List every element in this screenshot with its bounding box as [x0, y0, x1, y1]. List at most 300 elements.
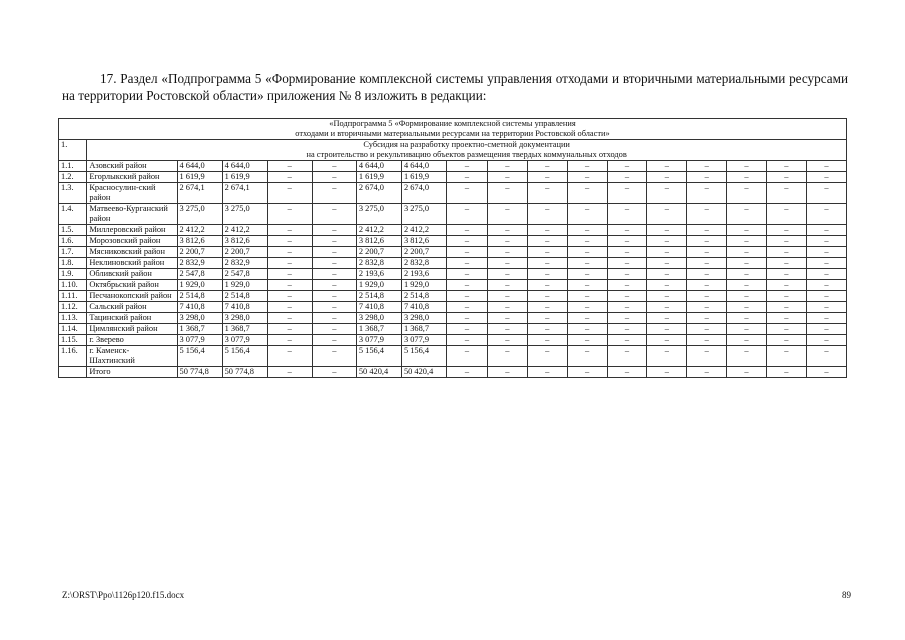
row-value: 1 929,0 — [177, 280, 222, 291]
row-value: 3 298,0 — [177, 313, 222, 324]
row-value: 3 812,6 — [222, 236, 267, 247]
row-value: 2 674,0 — [356, 183, 401, 204]
row-dash: – — [727, 258, 767, 269]
row-dash: – — [766, 183, 806, 204]
row-dash: – — [647, 291, 687, 302]
row-dash: – — [267, 313, 312, 324]
row-dash: – — [647, 313, 687, 324]
row-dash: – — [687, 302, 727, 313]
row-dash: – — [447, 161, 488, 172]
row-dash: – — [567, 335, 607, 346]
row-dash: – — [766, 161, 806, 172]
row-dash: – — [487, 324, 527, 335]
row-dash: – — [806, 258, 846, 269]
row-number: 1.8. — [59, 258, 87, 269]
row-dash: – — [267, 204, 312, 225]
row-dash: – — [312, 335, 356, 346]
row-dash: – — [567, 313, 607, 324]
row-value: 1 929,0 — [401, 280, 446, 291]
row-dash: – — [567, 302, 607, 313]
row-dash: – — [487, 247, 527, 258]
row-dash: – — [687, 280, 727, 291]
row-dash: – — [567, 269, 607, 280]
table-row — [59, 247, 847, 258]
row-value: 3 812,6 — [177, 236, 222, 247]
table-row — [59, 335, 847, 346]
row-dash: – — [312, 367, 356, 378]
row-dash: – — [447, 204, 488, 225]
table-row — [59, 236, 847, 247]
row-dash: – — [607, 324, 647, 335]
row-municipality-name: Октябрьский район — [87, 280, 177, 291]
row-dash: – — [312, 161, 356, 172]
row-dash: – — [607, 335, 647, 346]
row-dash: – — [687, 291, 727, 302]
row-dash: – — [527, 258, 567, 269]
row-dash: – — [647, 269, 687, 280]
row-dash: – — [312, 236, 356, 247]
row-dash: – — [607, 225, 647, 236]
row-municipality-name: Тацинский район — [87, 313, 177, 324]
row-municipality-name: г. Каменск-Шахтинский — [87, 346, 177, 367]
row-dash: – — [267, 236, 312, 247]
row-dash: – — [647, 183, 687, 204]
row-dash: – — [766, 302, 806, 313]
row-dash: – — [607, 269, 647, 280]
row-dash: – — [687, 269, 727, 280]
row-dash: – — [647, 367, 687, 378]
row-value: 1 368,7 — [401, 324, 446, 335]
row-dash: – — [647, 225, 687, 236]
row-dash: – — [806, 302, 846, 313]
row-dash: – — [727, 313, 767, 324]
row-dash: – — [647, 172, 687, 183]
row-dash: – — [567, 280, 607, 291]
row-value: 2 412,2 — [177, 225, 222, 236]
row-value: 1 619,9 — [356, 172, 401, 183]
row-dash: – — [607, 302, 647, 313]
section-title-line2: на строительство и рекультивацию объектов размещения твердых коммунальных отходов — [306, 150, 627, 159]
row-municipality-name: Морозовский район — [87, 236, 177, 247]
row-value: 2 674,1 — [222, 183, 267, 204]
table-row — [59, 204, 847, 225]
row-dash: – — [527, 183, 567, 204]
row-dash: – — [447, 313, 488, 324]
table-row — [59, 258, 847, 269]
row-value: 1 368,7 — [356, 324, 401, 335]
row-number: 1.15. — [59, 335, 87, 346]
row-dash: – — [766, 280, 806, 291]
subprogram-header-line1: «Подпрограмма 5 «Формирование комплексной системы управления — [329, 119, 576, 128]
row-dash: – — [447, 302, 488, 313]
row-dash: – — [647, 247, 687, 258]
row-value: 2 514,8 — [356, 291, 401, 302]
row-value: 3 298,0 — [222, 313, 267, 324]
row-dash: – — [727, 236, 767, 247]
row-dash: – — [727, 183, 767, 204]
row-dash: – — [487, 302, 527, 313]
row-dash: – — [766, 313, 806, 324]
row-dash: – — [687, 258, 727, 269]
row-dash: – — [727, 335, 767, 346]
row-dash: – — [527, 280, 567, 291]
row-dash: – — [267, 291, 312, 302]
row-dash: – — [727, 161, 767, 172]
row-value: 3 077,9 — [401, 335, 446, 346]
row-dash: – — [766, 269, 806, 280]
row-dash: – — [487, 291, 527, 302]
section-number: 1. — [59, 140, 87, 161]
row-dash: – — [447, 291, 488, 302]
row-dash: – — [312, 247, 356, 258]
row-dash: – — [267, 183, 312, 204]
row-dash: – — [487, 204, 527, 225]
row-dash: – — [312, 324, 356, 335]
row-dash: – — [647, 335, 687, 346]
row-dash: – — [527, 269, 567, 280]
row-dash: – — [647, 258, 687, 269]
row-value: 2 193,6 — [356, 269, 401, 280]
row-dash: – — [567, 225, 607, 236]
table-row — [59, 161, 847, 172]
row-value: 2 412,2 — [356, 225, 401, 236]
row-dash: – — [527, 236, 567, 247]
row-value: 3 812,6 — [401, 236, 446, 247]
row-number: 1.1. — [59, 161, 87, 172]
row-dash: – — [487, 313, 527, 324]
row-dash: – — [687, 335, 727, 346]
row-value: 2 547,8 — [222, 269, 267, 280]
row-dash: – — [766, 291, 806, 302]
row-value: 2 514,8 — [401, 291, 446, 302]
row-value: 1 368,7 — [222, 324, 267, 335]
row-number: 1.12. — [59, 302, 87, 313]
row-value: 7 410,8 — [177, 302, 222, 313]
row-dash: – — [607, 313, 647, 324]
row-dash: – — [806, 335, 846, 346]
row-number: 1.5. — [59, 225, 87, 236]
row-dash: – — [267, 258, 312, 269]
row-value: 3 275,0 — [177, 204, 222, 225]
row-value: 2 200,7 — [177, 247, 222, 258]
row-dash: – — [312, 280, 356, 291]
row-dash: – — [727, 291, 767, 302]
row-value: 2 193,6 — [401, 269, 446, 280]
table-row — [59, 225, 847, 236]
row-value: 2 674,0 — [401, 183, 446, 204]
row-value: 3 298,0 — [356, 313, 401, 324]
row-dash: – — [766, 346, 806, 367]
table-row — [59, 291, 847, 302]
row-dash: – — [267, 172, 312, 183]
table-row — [59, 313, 847, 324]
row-dash: – — [312, 204, 356, 225]
row-dash: – — [647, 236, 687, 247]
row-value: 3 077,9 — [177, 335, 222, 346]
row-dash: – — [567, 324, 607, 335]
row-value: 50 774,8 — [222, 367, 267, 378]
section-header-row — [59, 140, 847, 161]
row-dash: – — [766, 247, 806, 258]
row-dash: – — [687, 236, 727, 247]
row-dash: – — [487, 346, 527, 367]
row-dash: – — [727, 280, 767, 291]
row-dash: – — [727, 302, 767, 313]
row-municipality-name: Матвеево-Курганский район — [87, 204, 177, 225]
row-value: 4 644,0 — [356, 161, 401, 172]
row-number: 1.14. — [59, 324, 87, 335]
row-municipality-name: Цимлянский район — [87, 324, 177, 335]
row-number — [59, 367, 87, 378]
table-row — [59, 324, 847, 335]
row-dash: – — [447, 269, 488, 280]
row-value: 1 619,9 — [222, 172, 267, 183]
row-dash: – — [527, 291, 567, 302]
row-municipality-name: Мясниковский район — [87, 247, 177, 258]
table-row — [59, 269, 847, 280]
row-dash: – — [687, 183, 727, 204]
row-dash: – — [487, 335, 527, 346]
row-value: 5 156,4 — [356, 346, 401, 367]
row-dash: – — [647, 280, 687, 291]
row-dash: – — [267, 335, 312, 346]
row-municipality-name: Красносулин-ский район — [87, 183, 177, 204]
row-value: 2 832,9 — [222, 258, 267, 269]
row-dash: – — [806, 324, 846, 335]
row-dash: – — [766, 225, 806, 236]
row-dash: – — [766, 335, 806, 346]
row-dash: – — [447, 367, 488, 378]
row-dash: – — [727, 247, 767, 258]
row-dash: – — [447, 183, 488, 204]
row-value: 4 644,0 — [401, 161, 446, 172]
row-dash: – — [806, 291, 846, 302]
row-dash: – — [607, 236, 647, 247]
table-row — [59, 346, 847, 367]
row-dash: – — [766, 324, 806, 335]
row-dash: – — [487, 183, 527, 204]
section-title-cell — [87, 140, 847, 161]
row-dash: – — [447, 258, 488, 269]
table-row — [59, 280, 847, 291]
row-value: 5 156,4 — [401, 346, 446, 367]
row-dash: – — [267, 280, 312, 291]
row-dash: – — [267, 225, 312, 236]
row-number: 1.4. — [59, 204, 87, 225]
row-dash: – — [607, 204, 647, 225]
row-dash: – — [687, 161, 727, 172]
row-value: 4 644,0 — [222, 161, 267, 172]
row-dash: – — [766, 204, 806, 225]
row-dash: – — [687, 346, 727, 367]
row-dash: – — [312, 302, 356, 313]
row-value: 1 619,9 — [177, 172, 222, 183]
row-value: 50 420,4 — [356, 367, 401, 378]
row-municipality-name: Неклиновский район — [87, 258, 177, 269]
row-dash: – — [687, 313, 727, 324]
row-dash: – — [806, 367, 846, 378]
row-value: 7 410,8 — [222, 302, 267, 313]
table-row — [59, 302, 847, 313]
row-dash: – — [567, 258, 607, 269]
row-dash: – — [567, 291, 607, 302]
row-dash: – — [487, 225, 527, 236]
row-municipality-name: Сальский район — [87, 302, 177, 313]
row-dash: – — [267, 367, 312, 378]
row-dash: – — [447, 247, 488, 258]
row-dash: – — [312, 346, 356, 367]
row-dash: – — [447, 236, 488, 247]
row-number: 1.3. — [59, 183, 87, 204]
row-dash: – — [567, 247, 607, 258]
row-dash: – — [806, 313, 846, 324]
row-dash: – — [567, 204, 607, 225]
row-dash: – — [687, 225, 727, 236]
row-value: 4 644,0 — [177, 161, 222, 172]
row-dash: – — [647, 302, 687, 313]
row-dash: – — [687, 172, 727, 183]
row-municipality-name: Егорлыкский район — [87, 172, 177, 183]
row-dash: – — [607, 291, 647, 302]
row-number: 1.16. — [59, 346, 87, 367]
row-dash: – — [447, 324, 488, 335]
row-dash: – — [727, 204, 767, 225]
row-value: 2 412,2 — [401, 225, 446, 236]
intro-text: 17. Раздел «Подпрограмма 5 «Формирование комплексной системы управления отходами и вторичными материальными ресурсами на территории Ростовской области» приложения № 8 изложить в редакции: — [62, 71, 848, 103]
row-dash: – — [527, 247, 567, 258]
row-value: 1 929,0 — [222, 280, 267, 291]
row-dash: – — [527, 204, 567, 225]
row-dash: – — [806, 225, 846, 236]
row-dash: – — [607, 367, 647, 378]
row-dash: – — [567, 161, 607, 172]
row-dash: – — [312, 269, 356, 280]
row-number: 1.13. — [59, 313, 87, 324]
row-dash: – — [447, 335, 488, 346]
row-dash: – — [487, 258, 527, 269]
row-dash: – — [527, 225, 567, 236]
row-dash: – — [267, 161, 312, 172]
footer-file-path: Z:\ORST\Ppo\1126p120.f15.docx — [62, 590, 185, 600]
row-value: 7 410,8 — [401, 302, 446, 313]
subsidy-table — [58, 118, 847, 378]
row-dash: – — [487, 172, 527, 183]
row-number: 1.11. — [59, 291, 87, 302]
row-dash: – — [527, 324, 567, 335]
row-dash: – — [766, 367, 806, 378]
row-dash: – — [607, 258, 647, 269]
row-dash: – — [567, 346, 607, 367]
row-dash: – — [806, 280, 846, 291]
row-number: 1.2. — [59, 172, 87, 183]
row-dash: – — [806, 204, 846, 225]
row-dash: – — [487, 269, 527, 280]
row-dash: – — [607, 172, 647, 183]
row-dash: – — [527, 172, 567, 183]
row-dash: – — [267, 269, 312, 280]
row-dash: – — [527, 161, 567, 172]
row-dash: – — [447, 225, 488, 236]
table-row — [59, 367, 847, 378]
row-value: 2 832,8 — [356, 258, 401, 269]
table-row — [59, 172, 847, 183]
intro-paragraph — [62, 70, 848, 104]
row-value: 3 275,0 — [356, 204, 401, 225]
row-dash: – — [267, 324, 312, 335]
subprogram-header-row — [59, 119, 847, 140]
row-dash: – — [487, 161, 527, 172]
row-value: 3 298,0 — [401, 313, 446, 324]
row-value: 2 514,8 — [177, 291, 222, 302]
row-municipality-name: Миллеровский район — [87, 225, 177, 236]
row-dash: – — [647, 324, 687, 335]
row-dash: – — [527, 313, 567, 324]
row-dash: – — [647, 204, 687, 225]
row-value: 1 368,7 — [177, 324, 222, 335]
row-value: 50 774,8 — [177, 367, 222, 378]
row-dash: – — [267, 346, 312, 367]
row-dash: – — [687, 204, 727, 225]
row-dash: – — [727, 346, 767, 367]
row-dash: – — [727, 324, 767, 335]
row-number: 1.7. — [59, 247, 87, 258]
row-dash: – — [447, 280, 488, 291]
row-dash: – — [527, 367, 567, 378]
row-dash: – — [312, 258, 356, 269]
row-dash: – — [647, 161, 687, 172]
row-value: 5 156,4 — [177, 346, 222, 367]
row-municipality-name: Песчанокопский район — [87, 291, 177, 302]
row-dash: – — [727, 225, 767, 236]
row-dash: – — [647, 346, 687, 367]
row-dash: – — [527, 346, 567, 367]
row-dash: – — [487, 367, 527, 378]
row-value: 1 929,0 — [356, 280, 401, 291]
subprogram-header-cell — [59, 119, 847, 140]
row-municipality-name: Итого — [87, 367, 177, 378]
row-value: 2 547,8 — [177, 269, 222, 280]
row-dash: – — [312, 225, 356, 236]
row-value: 2 200,7 — [401, 247, 446, 258]
row-dash: – — [806, 183, 846, 204]
row-dash: – — [487, 236, 527, 247]
row-value: 3 275,0 — [401, 204, 446, 225]
row-dash: – — [687, 367, 727, 378]
row-number: 1.9. — [59, 269, 87, 280]
row-value: 3 077,9 — [356, 335, 401, 346]
row-dash: – — [527, 335, 567, 346]
row-value: 2 200,7 — [356, 247, 401, 258]
row-dash: – — [527, 302, 567, 313]
row-dash: – — [727, 367, 767, 378]
row-dash: – — [447, 172, 488, 183]
row-dash: – — [607, 247, 647, 258]
row-dash: – — [607, 280, 647, 291]
row-dash: – — [312, 291, 356, 302]
row-dash: – — [447, 346, 488, 367]
row-value: 3 077,9 — [222, 335, 267, 346]
footer-page-number: 89 — [842, 590, 851, 600]
row-value: 3 812,6 — [356, 236, 401, 247]
table-row — [59, 183, 847, 204]
row-dash: – — [806, 269, 846, 280]
row-number: 1.10. — [59, 280, 87, 291]
row-value: 3 275,0 — [222, 204, 267, 225]
row-dash: – — [806, 161, 846, 172]
row-dash: – — [267, 247, 312, 258]
row-value: 2 832,8 — [401, 258, 446, 269]
section-title-line1: Субсидия на разработку проектно-сметной документации — [363, 140, 570, 149]
